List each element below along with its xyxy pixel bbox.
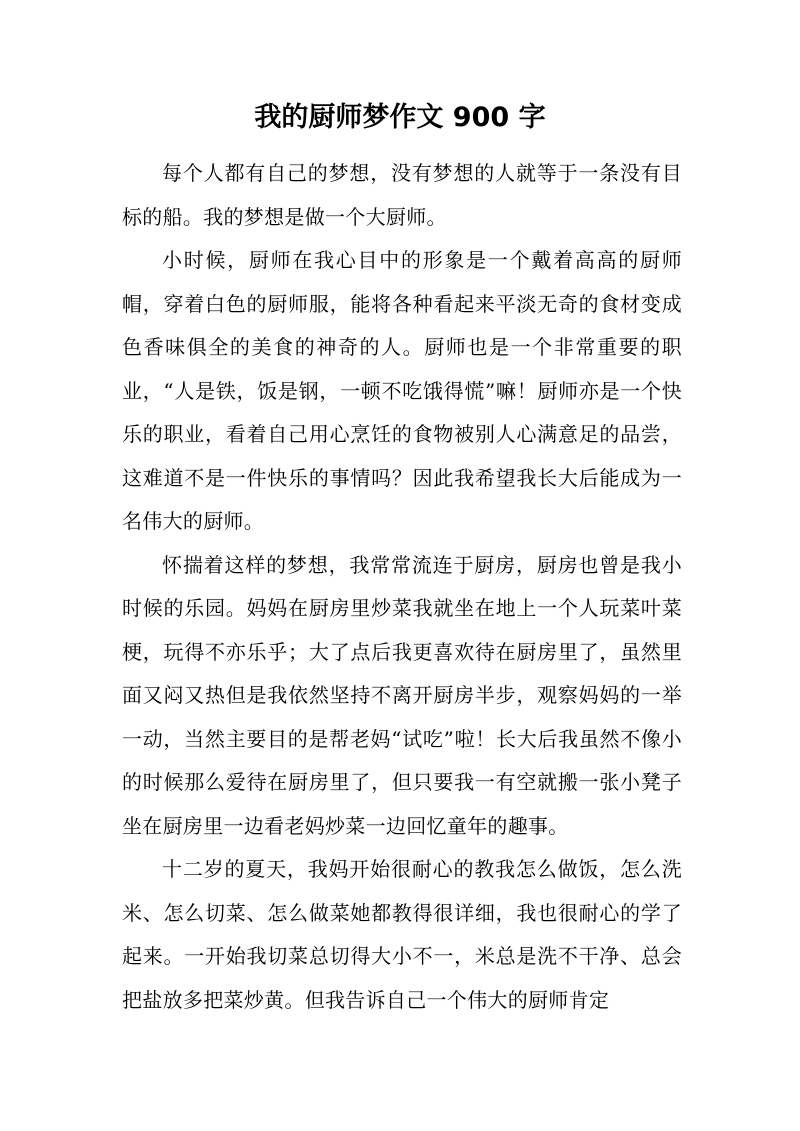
paragraph: 怀揣着这样的梦想，我常常流连于厨房，厨房也曾是我小时候的乐园。妈妈在厨房里炒菜我就坐在地上一个人玩菜叶菜梗，玩得不亦乐乎；大了点后我更喜欢待在厨房里了，虽然里面又闷又热但是我依然坚持不离开厨房半步，观察妈妈的一举一动，当然主要目的是帮老妈“试吃”啦！长大后我虽然不像小的时候那么爱待在厨房里了，但只要我一有空就搬一张小凳子坐在厨房里一边看老妈炒菜一边回忆童年的趣事。: [122, 552, 682, 838]
paragraph: 小时候，厨师在我心目中的形象是一个戴着高高的厨师帽，穿着白色的厨师服，能将各种看起来平淡无奇的食材变成色香味俱全的美食的神奇的人。厨师也是一个非常重要的职业，“人是铁，饭是钢，一顿不吃饿得慌”嘛！厨师亦是一个快乐的职业，看着自己用心烹饪的食物被别人心满意足的品尝，这难道不是一件快乐的事情吗？因此我希望我长大后能成为一名伟大的厨师。: [122, 248, 682, 533]
document-body: [122, 152, 682, 1022]
document-title: 我的厨师梦作文 900 字: [254, 102, 546, 133]
paragraph: 每个人都有自己的梦想，没有梦想的人就等于一条没有目标的船。我的梦想是做一个大厨师。: [122, 161, 682, 229]
paragraph: 十二岁的夏天，我妈开始很耐心的教我怎么做饭，怎么洗米、怎么切菜、怎么做菜她都教得很详细，我也很耐心的学了起来。一开始我切菜总切得大小不一，米总是洗不干净、总会把盐放多把菜炒黄。但我告诉自己一个伟大的厨师肯定: [122, 857, 682, 1012]
